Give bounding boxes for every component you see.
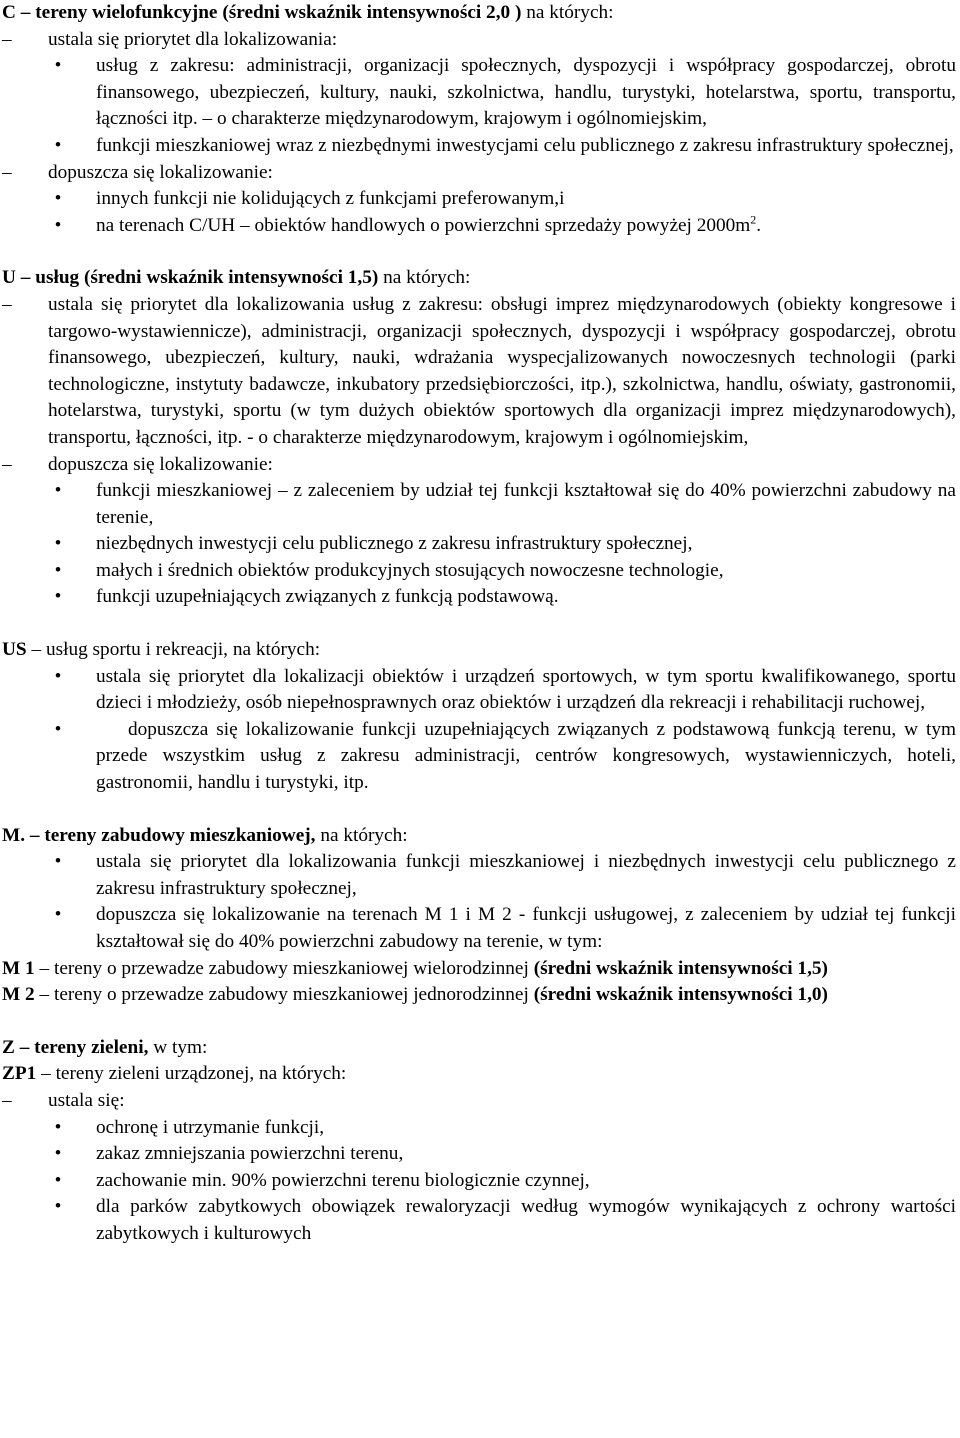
bullet-icon: • [54,1143,62,1165]
bullet-icon: • [54,188,62,210]
zp1-sep: – [41,1063,51,1085]
section-c-dash-1 [2,27,956,54]
bullet-text: funkcji mieszkaniowej wraz z niezbędnymi inwestycjami celu publicznego z zakresu infrastruktury społecznej, [96,134,954,156]
bullet-end: . [756,214,762,236]
section-u-title: usług (średni wskaźnik intensywności 1,5) [35,267,379,289]
section-m1-line [2,956,956,983]
m2-code: M 2 [2,984,35,1006]
section-us-bullet-2 [2,717,956,797]
bullet-text: ustala się priorytet dla lokalizowania funkcji mieszkaniowej i niezbędnych inwestycji celu publicznego z zakresu infrastruktury społecznej, [96,851,956,899]
section-c-bullet-4 [2,213,956,240]
section-us-bullet-1 [2,664,956,717]
section-m-bullet-2 [2,902,956,955]
bullet-text: ochronę i utrzymanie funkcji, [96,1116,325,1138]
section-m-sep: – [29,824,40,846]
m1-sep: – [39,957,50,979]
section-z-code: Z [2,1036,15,1058]
section-c-bullet-3 [2,186,956,213]
section-z-sep: – [19,1036,30,1058]
section-z-heading [2,1035,956,1062]
dash-mark: – [2,293,12,315]
bullet-text: małych i średnich obiektów produkcyjnych stosujących nowoczesne technologie, [96,559,724,581]
section-c-code: C [2,2,16,23]
dash-mark: – [2,453,12,475]
bullet-text: niezbędnych inwestycji celu publicznego z zakresu infrastruktury społecznej, [96,533,693,555]
section-u-tail: na których: [383,267,471,289]
dash-mark: – [2,28,12,50]
bullet-icon: • [54,134,62,156]
section-z-bullet-3 [2,1168,956,1195]
section-u-code: U [2,267,16,289]
zp1-text: tereny zieleni urządzonej, na których: [55,1063,347,1085]
m1-code: M 1 [2,957,35,979]
dash-mark: – [2,1089,12,1111]
bullet-icon: • [54,586,62,608]
bullet-icon: • [54,214,62,236]
section-z-dash-1 [2,1088,956,1115]
bullet-text: na terenach C/UH – obiektów handlowych o powierzchni sprzedaży powyżej 2000m [96,214,751,236]
bullet-text: usług z zakresu: administracji, organizacji społecznych, dyspozycji i współpracy gospodarczej, obrotu finansowego, ubezpieczeń, kultury, nauki, szkolnictwa, handlu, turystyki, hotelarstwa, sportu, transportu, łączności itp. – o charakterze międzynarodowym, krajowym i ogólnomiejskim, [96,55,956,130]
bullet-icon: • [54,718,62,740]
bullet-icon: • [54,1196,62,1218]
section-m-heading [2,823,956,850]
dash-text: ustala się priorytet dla lokalizowania: [48,28,338,50]
bullet-text: dopuszcza się lokalizowanie funkcji uzupełniających związanych z podstawową funkcją terenu, w tym przede wszystkim usług z zakresu administracji, centrów kongresowych, wystawienniczych, hoteli, gastronomii, handlu i turystyki, itp. [96,718,956,794]
bullet-icon: • [54,533,62,555]
section-us-code: US [2,639,27,661]
section-us-sep: – [31,639,42,661]
dash-text: ustala się: [48,1089,125,1111]
section-u-bullet-4 [2,584,956,611]
section-z-bullet-2 [2,1141,956,1168]
section-u-bullet-2 [2,531,956,558]
m2-intensity: (średni wskaźnik intensywności 1,0) [533,984,828,1006]
section-us-title: usług sportu i rekreacji, na których: [45,639,321,661]
bullet-icon: • [54,55,62,77]
superscript: 2 [750,212,757,227]
section-z-tail: w tym: [153,1036,208,1058]
bullet-text: dla parków zabytkowych obowiązek rewaloryzacji według wymogów wynikających z ochrony wartości zabytkowych i kulturowych [96,1196,956,1244]
section-us-heading [2,637,956,664]
section-c-tail: na których: [526,2,614,23]
section-m-title: tereny zabudowy mieszkaniowej, [44,824,316,846]
section-c-dash-2 [2,160,956,187]
section-u-bullet-1 [2,478,956,531]
bullet-icon: • [54,559,62,581]
section-m2-line [2,982,956,1009]
bullet-text: funkcji mieszkaniowej – z zaleceniem by udział tej funkcji kształtował się do 40% powierzchni zabudowy na terenie, [96,480,956,528]
bullet-icon: • [54,1169,62,1191]
section-c-title: tereny wielofunkcyjne (średni wskaźnik intensywności 2,0 ) [35,2,522,23]
bullet-icon: • [54,1116,62,1138]
m2-text: tereny o przewadze zabudowy mieszkaniowej jednorodzinnej [53,984,529,1006]
dash-mark: – [2,161,12,183]
section-c-heading [2,0,956,27]
section-u-heading [2,265,956,292]
section-z-bullet-4 [2,1194,956,1247]
bullet-text: zachowanie min. 90% powierzchni terenu biologicznie czynnej, [96,1169,590,1191]
bullet-text: dopuszcza się lokalizowanie na terenach M 1 i M 2 - funkcji usługowej, z zaleceniem by udział tej funkcji kształtował się do 40% powierzchni zabudowy na terenie, w tym: [96,904,956,952]
section-z-bullet-1 [2,1115,956,1142]
bullet-text: zakaz zmniejszania powierzchni terenu, [96,1143,404,1165]
m2-sep: – [39,984,50,1006]
section-c-sep: – [20,2,31,23]
bullet-text: funkcji uzupełniających związanych z funkcją podstawową. [96,586,559,608]
m1-intensity: (średni wskaźnik intensywności 1,5) [533,957,828,979]
dash-text: dopuszcza się lokalizowanie: [48,161,273,183]
bullet-icon: • [54,851,62,873]
section-c-bullet-2 [2,133,956,160]
section-zp1-line [2,1061,956,1088]
m1-text: tereny o przewadze zabudowy mieszkaniowej wielorodzinnej [53,957,529,979]
section-z-title: tereny zieleni, [34,1036,149,1058]
zp1-code: ZP1 [2,1063,37,1085]
section-u-sep: – [20,267,31,289]
section-u-dash-2 [2,452,956,479]
bullet-text: ustala się priorytet dla lokalizacji obiektów i urządzeń sportowych, w tym sportu kwalifikowanego, sportu dzieci i młodzieży, osób niepełnosprawnych oraz obiektów i urządzeń dla rekreacji i rehabilitacji ruchowej, [96,665,956,714]
bullet-icon: • [54,665,62,687]
section-m-code: M. [2,824,26,846]
bullet-icon: • [54,904,62,926]
dash-text: dopuszcza się lokalizowanie: [48,453,273,475]
section-u-dash-1 [2,292,956,452]
section-m-bullet-1 [2,849,956,902]
section-u-bullet-3 [2,558,956,585]
section-m-tail: na których: [320,824,408,846]
bullet-icon: • [54,480,62,502]
dash-text: ustala się priorytet dla lokalizowania usług z zakresu: obsługi imprez międzynarodowych (obiekty kongresowe i targowo-wystawiennicze), administracji, organizacji społecznych, dyspozycji i współpracy gospodarczej, obrotu finansowego, ubezpieczeń, kultury, nauki, wdrażania wyspecjalizowanych nowoczesnych technologii (parki technologiczne, instytuty badawcze, inkubatory przedsiębiorczości, itp.), szkolnictwa, handlu, oświaty, gastronomii, hotelarstwa, turystyki, sportu (w tym dużych obiektów sportowych dla organizacji imprez międzynarodowych), transportu, łączności, itp. - o charakterze międzynarodowym, krajowym i ogólnomiejskim, [48,293,956,448]
bullet-text: innych funkcji nie kolidujących z funkcjami preferowanym,i [96,188,565,210]
section-c-bullet-1 [2,53,956,133]
